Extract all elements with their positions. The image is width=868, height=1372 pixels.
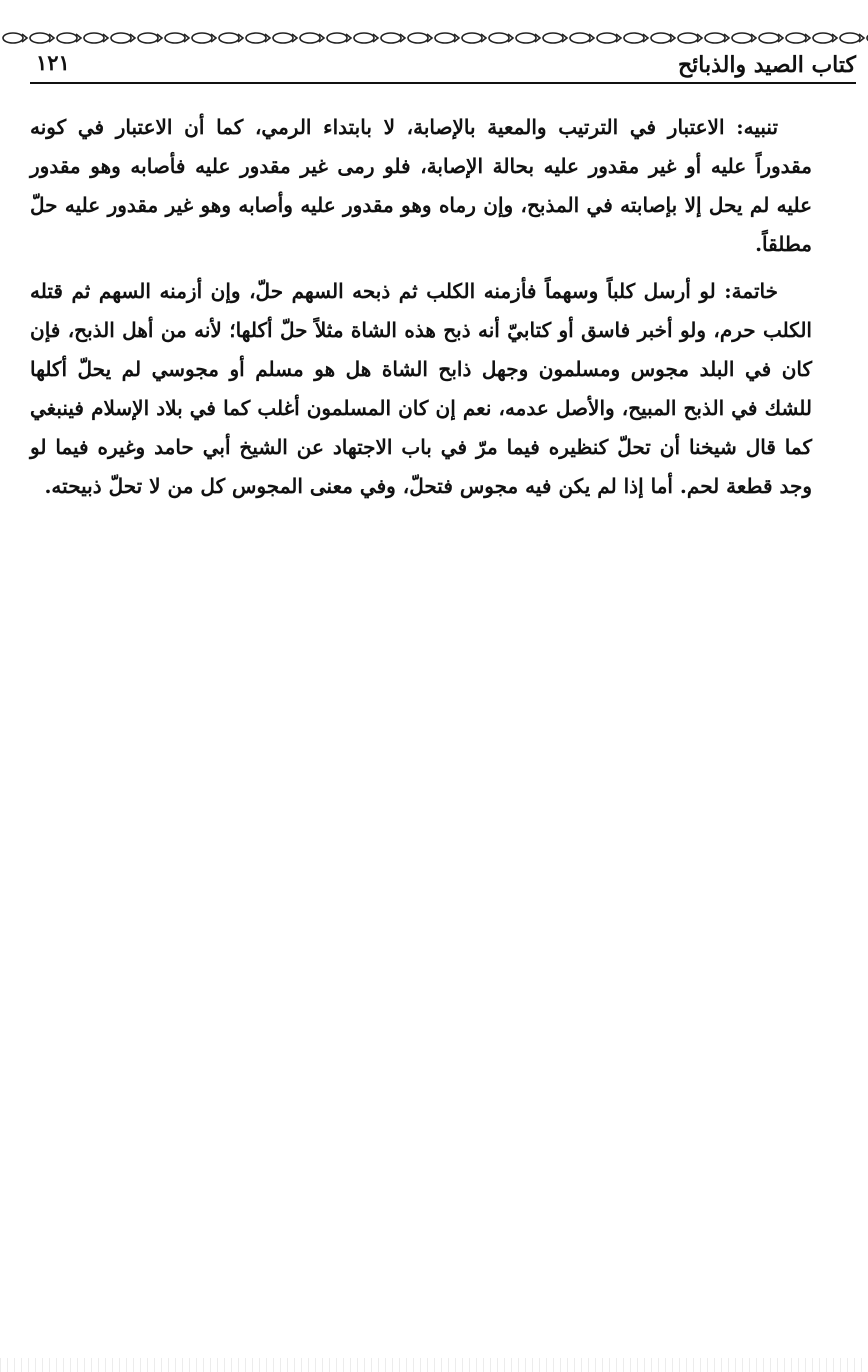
decorative-border <box>0 28 868 48</box>
border-link <box>57 33 77 43</box>
border-link <box>111 33 131 43</box>
border-link <box>543 33 563 43</box>
border-link <box>489 33 509 43</box>
border-link <box>408 33 428 43</box>
paragraph-lead: تنبيه: <box>736 115 779 139</box>
border-link <box>354 33 374 43</box>
border-link <box>138 33 158 43</box>
border-link <box>435 33 455 43</box>
border-link <box>192 33 212 43</box>
page-number: ١٢١ <box>36 50 70 75</box>
scan-edge <box>0 1358 868 1372</box>
paragraph-lead: خاتمة: <box>724 279 778 303</box>
border-link <box>678 33 698 43</box>
paragraph-note <box>30 108 812 264</box>
border-link <box>651 33 671 43</box>
page-header <box>30 48 856 84</box>
border-link <box>705 33 725 43</box>
border-link <box>3 33 23 43</box>
paragraph-conclusion <box>30 272 812 506</box>
paragraph-text: الاعتبار في الترتيب والمعية بالإصابة، لا بابتداء الرمي، كما أن الاعتبار في كونه مقدوراً عليه أو غير مقدور عليه بحالة الإصابة، فلو رمى غير مقدور عليه فأصابه وهو مقدور عليه لم يحل إلا بإصابته في المذبح، وإن رماه وهو مقدور عليه وأصابه وهو غير مقدور عليه حلّ مطلقاً. <box>30 115 812 256</box>
running-title: كتاب الصيد والذبائح <box>677 52 856 78</box>
border-link <box>840 33 860 43</box>
border-link <box>300 33 320 43</box>
border-link <box>759 33 779 43</box>
border-link <box>84 33 104 43</box>
body-text <box>30 108 812 514</box>
border-link <box>30 33 50 43</box>
border-link <box>165 33 185 43</box>
paragraph-text: لو أرسل كلباً وسهماً فأزمنه الكلب ثم ذبحه السهم حلّ، وإن أزمنه السهم ثم قتله الكلب حرم، ولو أخبر فاسق أو كتابيّ أنه ذبح هذه الشاة مثلاً حلّ أكلها؛ لأنه من أهل الذبح، فإن كان في البلد مجوس ومسلمون وجهل ذابح الشاة هل هو مسلم أو مجوسي لم يحلّ أكلها للشك في الذبح المبيح، والأصل عدمه، نعم إن كان المسلمون أغلب كما في بلاد الإسلام فينبغي كما قال شيخنا أن تحلّ كنظيره فيما مرّ في باب الاجتهاد عن الشيخ أبي حامد وغيره فيما لو وجد قطعة لحم. أما إذا لم يكن فيه مجوس فتحلّ، وفي معنى المجوس كل من لا تحلّ ذبيحته. <box>30 279 812 498</box>
border-link <box>246 33 266 43</box>
border-link <box>381 33 401 43</box>
border-link <box>327 33 347 43</box>
border-link <box>570 33 590 43</box>
border-link <box>273 33 293 43</box>
border-link <box>732 33 752 43</box>
border-link <box>516 33 536 43</box>
border-link <box>786 33 806 43</box>
border-link <box>462 33 482 43</box>
border-link <box>624 33 644 43</box>
border-link <box>219 33 239 43</box>
border-link <box>813 33 833 43</box>
border-link <box>597 33 617 43</box>
